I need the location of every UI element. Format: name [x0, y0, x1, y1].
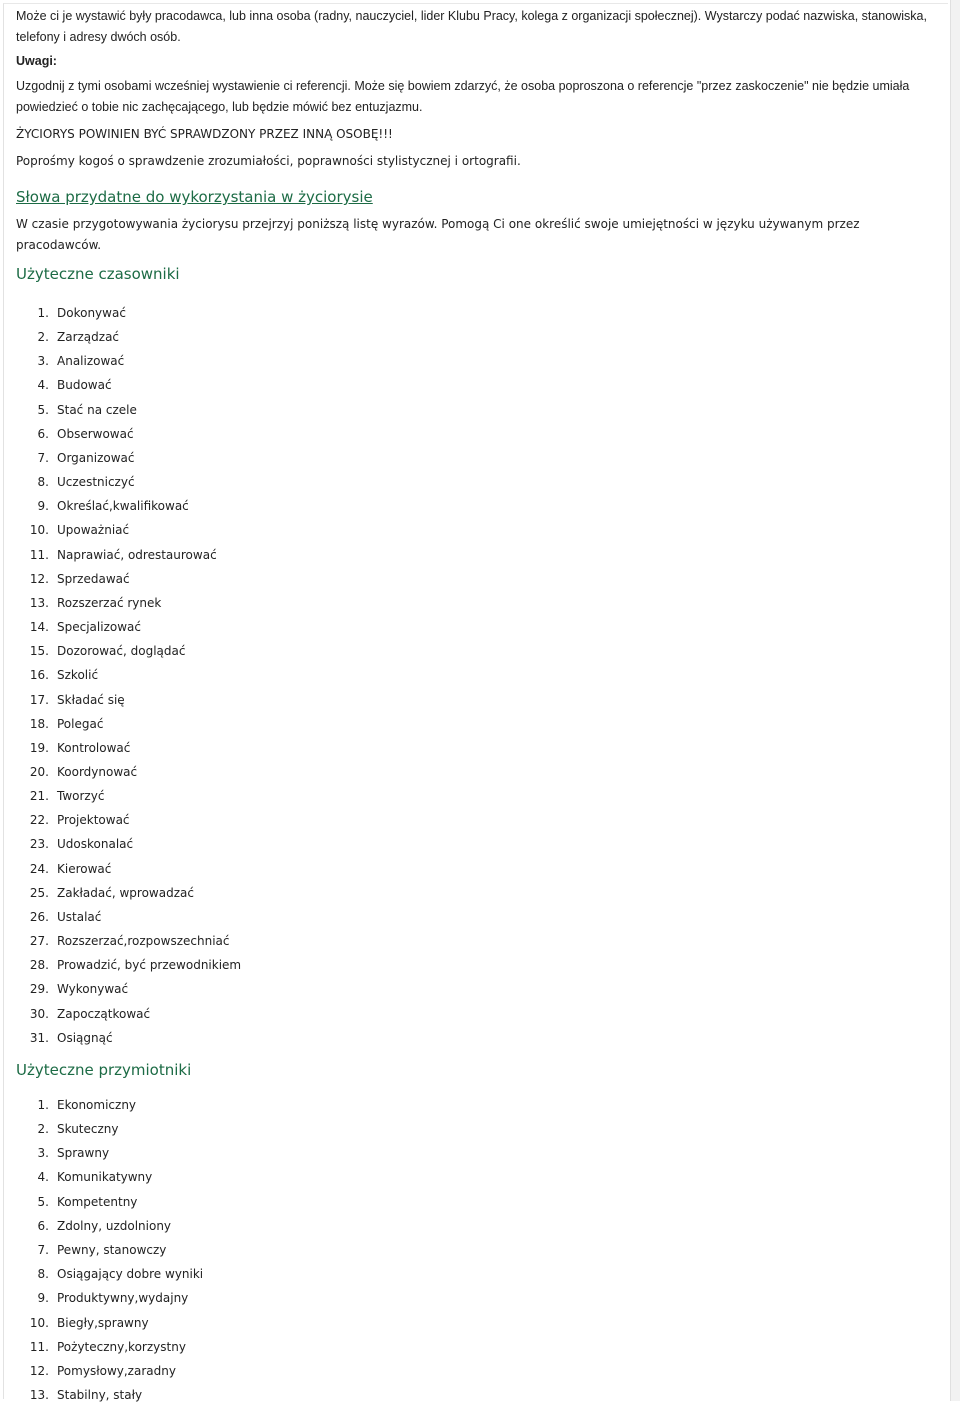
adjective-item-text: Ekonomiczny	[57, 1097, 137, 1112]
verb-item-text: Obserwować	[57, 426, 134, 441]
verb-item	[16, 518, 934, 542]
list-number: 11.	[29, 547, 49, 562]
list-number: 14.	[29, 620, 49, 635]
verb-item-text: Osiągnąć	[57, 1030, 113, 1045]
adjective-item	[16, 1286, 934, 1310]
check-caps-note: ŻYCIORYS POWINIEN BYĆ SPRAWDZONY PRZEZ INNĄ OSOBĘ!!!	[16, 127, 393, 141]
list-number: 27.	[29, 934, 49, 949]
adjective-item-text: Osiągający dobre wyniki	[57, 1267, 204, 1282]
list-number: 21.	[29, 789, 49, 804]
adjective-item-text: Zdolny, uzdolniony	[57, 1218, 172, 1233]
adjectives-list	[16, 1093, 934, 1407]
adjective-item	[16, 1141, 934, 1165]
list-number: 9.	[37, 1291, 49, 1306]
adjective-item-text: Biegły,sprawny	[57, 1315, 149, 1330]
list-number: 20.	[29, 764, 49, 779]
verb-item-text: Specjalizować	[57, 620, 141, 635]
verb-item	[16, 325, 934, 349]
verb-item	[16, 760, 934, 784]
list-number: 24.	[29, 861, 49, 876]
verb-item	[16, 567, 934, 591]
verb-item	[16, 929, 934, 953]
verbs-list	[16, 301, 934, 1050]
verb-item-text: Prowadzić, być przewodnikiem	[57, 958, 242, 973]
verb-item-text: Dozorować, doglądać	[57, 644, 186, 659]
list-number: 7.	[37, 450, 49, 465]
list-number: 19.	[29, 740, 49, 755]
notes-label: Uwagi:	[16, 54, 57, 68]
verb-item-text: Stać na czele	[57, 402, 137, 417]
verb-item-text: Kierować	[57, 861, 112, 876]
list-number: 18.	[29, 716, 49, 731]
list-number: 6.	[37, 426, 49, 441]
list-number: 23.	[29, 837, 49, 852]
check-request-note: Poprośmy kogoś o sprawdzenie zrozumiałości, poprawności stylistycznej i ortografii.	[16, 154, 521, 168]
list-number: 25.	[29, 885, 49, 900]
verb-item-text: Rozszerzać rynek	[57, 595, 162, 610]
page-scroll-rail	[950, 0, 960, 1401]
verb-item	[16, 543, 934, 567]
list-number: 12.	[29, 571, 49, 586]
verbs-heading: Użyteczne czasowniki	[16, 265, 180, 283]
verb-item	[16, 349, 934, 373]
list-number: 9.	[37, 499, 49, 514]
adjective-item	[16, 1190, 934, 1214]
adjective-item-text: Komunikatywny	[57, 1170, 153, 1185]
list-number: 22.	[29, 813, 49, 828]
adjective-item	[16, 1093, 934, 1117]
verb-item	[16, 373, 934, 397]
list-number: 5.	[37, 1194, 49, 1209]
verb-item	[16, 977, 934, 1001]
adjective-item	[16, 1359, 934, 1383]
verb-item	[16, 1002, 934, 1026]
adjective-item	[16, 1165, 934, 1189]
adjective-item-text: Pewny, stanowczy	[57, 1242, 167, 1257]
verb-item-text: Dokonywać	[57, 306, 126, 320]
verb-item	[16, 808, 934, 832]
verb-item-text: Koordynować	[57, 764, 138, 779]
list-number: 10.	[29, 523, 49, 538]
verb-item	[16, 905, 934, 929]
verb-item-text: Tworzyć	[57, 789, 105, 804]
list-number: 16.	[29, 668, 49, 683]
section-title-link[interactable]: Słowa przydatne do wykorzystania w życiorysie	[16, 188, 373, 206]
list-number: 13.	[29, 595, 49, 610]
adjective-item	[16, 1311, 934, 1335]
adjective-item	[16, 1117, 934, 1141]
verb-item	[16, 615, 934, 639]
verb-item-text: Udoskonalać	[57, 837, 134, 852]
list-number: 15.	[29, 644, 49, 659]
list-number: 30.	[29, 1006, 49, 1021]
list-number: 4.	[37, 1170, 49, 1185]
verb-item	[16, 494, 934, 518]
adjective-item-text: Kompetentny	[57, 1194, 138, 1209]
verb-item-text: Upoważniać	[57, 523, 130, 538]
adjective-item-text: Skuteczny	[57, 1122, 119, 1137]
list-number: 26.	[29, 909, 49, 924]
verb-item	[16, 736, 934, 760]
verb-item-text: Zakładać, wprowadzać	[57, 885, 194, 900]
verb-item	[16, 639, 934, 663]
verb-item	[16, 470, 934, 494]
list-number: 12.	[29, 1363, 49, 1378]
list-number: 3.	[37, 1146, 49, 1161]
verb-item-text: Zapoczątkować	[57, 1006, 151, 1021]
verb-item	[16, 784, 934, 808]
list-number: 1.	[37, 1097, 49, 1112]
adjective-item-text: Pomysłowy,zaradny	[57, 1363, 176, 1378]
verb-item-text: Projektować	[57, 813, 130, 828]
verb-item-text: Polegać	[57, 716, 104, 731]
list-number: 29.	[29, 982, 49, 997]
list-number: 31.	[29, 1030, 49, 1045]
verb-item-text: Analizować	[57, 354, 125, 369]
list-number: 5.	[37, 402, 49, 417]
adjective-item	[16, 1335, 934, 1359]
verb-item-text: Sprzedawać	[57, 571, 130, 586]
adjective-item	[16, 1383, 934, 1407]
verb-item	[16, 857, 934, 881]
adjective-item	[16, 1238, 934, 1262]
list-number: 2.	[37, 1122, 49, 1137]
list-number: 3.	[37, 354, 49, 369]
list-number: 7.	[37, 1242, 49, 1257]
verb-item-text: Ustalać	[57, 909, 102, 924]
list-number: 11.	[29, 1339, 49, 1354]
verb-item-text: Zarządzać	[57, 330, 120, 345]
adjectives-heading: Użyteczne przymiotniki	[16, 1060, 192, 1079]
list-number: 8.	[37, 1267, 49, 1282]
verb-item-text: Szkolić	[57, 668, 99, 683]
adjective-item	[16, 1214, 934, 1238]
verb-item-text: Budować	[57, 378, 112, 393]
adjective-item-text: Pożyteczny,korzystny	[57, 1339, 186, 1354]
verb-item	[16, 1026, 934, 1050]
verb-item-text: Wykonywać	[57, 982, 129, 997]
list-number: 8.	[37, 475, 49, 490]
list-number: 10.	[29, 1315, 49, 1330]
verb-item-text: Określać,kwalifikować	[57, 499, 189, 514]
adjective-item-text: Produktywny,wydajny	[57, 1291, 189, 1306]
verb-item-text: Uczestniczyć	[57, 475, 135, 490]
document-body	[16, 6, 934, 1407]
list-number: 17.	[29, 692, 49, 707]
verb-item	[16, 301, 934, 325]
verb-item	[16, 398, 934, 422]
verb-item-text: Organizować	[57, 450, 135, 465]
verb-item	[16, 953, 934, 977]
verb-item	[16, 881, 934, 905]
adjective-item-text: Stabilny, stały	[57, 1388, 143, 1403]
adjective-item-text: Sprawny	[57, 1146, 110, 1161]
verb-item-text: Kontrolować	[57, 740, 131, 755]
verb-item	[16, 422, 934, 446]
list-number: 4.	[37, 378, 49, 393]
verb-item	[16, 832, 934, 856]
verb-item-text: Rozszerzać,rozpowszechniać	[57, 934, 230, 949]
verb-item	[16, 712, 934, 736]
list-number: 6.	[37, 1218, 49, 1233]
list-number: 13.	[29, 1388, 49, 1403]
adjective-item	[16, 1262, 934, 1286]
references-note: Uzgodnij z tymi osobami wcześniej wystawienie ci referencji. Może się bowiem zdarzyć, że osoba poproszona o referencje "przez zaskoczenie" nie będzie umiała powiedzieć o tobie nic zachęcającego, lub będzie mówić bez entuzjazmu.	[16, 79, 910, 114]
verb-item	[16, 663, 934, 687]
verb-item	[16, 591, 934, 615]
verb-item	[16, 446, 934, 470]
section-description: W czasie przygotowywania życiorysu przejrzyj poniższą listę wyrazów. Pomogą Ci one określić swoje umiejętności w języku używanym przez pracodawców.	[16, 217, 860, 252]
list-number: 28.	[29, 958, 49, 973]
list-number: 1.	[37, 306, 49, 320]
verb-item	[16, 688, 934, 712]
verb-item-text: Naprawiać, odrestaurować	[57, 547, 217, 562]
verb-item-text: Składać się	[57, 692, 125, 707]
intro-paragraph: Może ci je wystawić były pracodawca, lub inna osoba (radny, nauczyciel, lider Klubu Pracy, kolega z organizacji społecznej). Wystarczy podać nazwiska, stanowiska, telefony i adresy dwóch osób.	[16, 9, 927, 44]
list-number: 2.	[37, 330, 49, 345]
